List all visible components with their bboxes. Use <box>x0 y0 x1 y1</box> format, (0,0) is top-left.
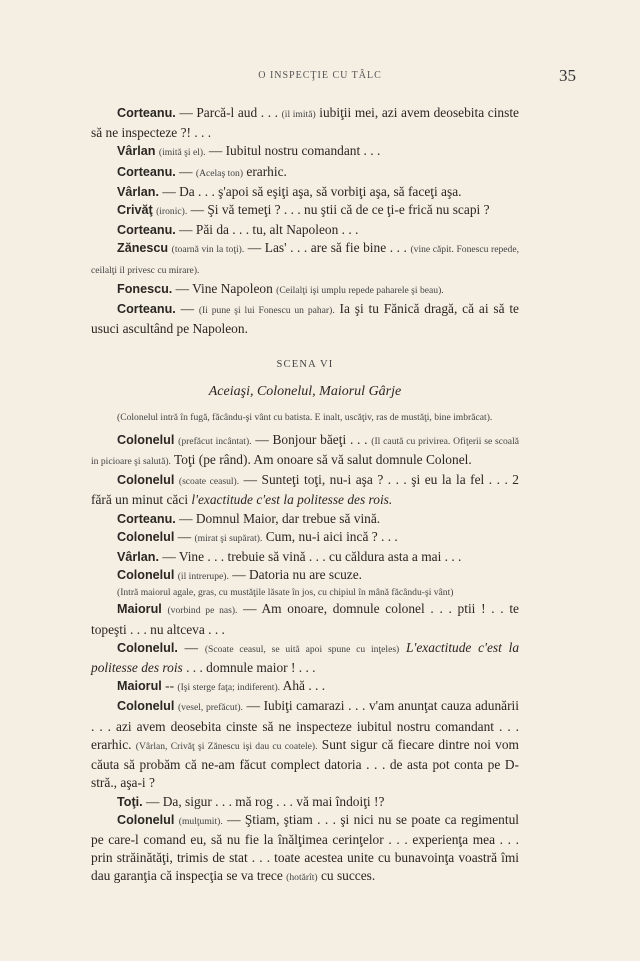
dialogue-line: Vârlan. — Vine . . . trebuie să vină . . . cu căldura asta a mai . . . <box>117 549 462 565</box>
dialogue-line: Colonelul — (mirat şi supărat). Cum, nu-i aici incă ? . . . <box>117 528 398 544</box>
dialogue-line: Corteanu. — (Ii pune şi lui Fonescu un pahar). Ia şi tu Fănică dragă, că ai să te usuci ascultând pe Napoleon. <box>91 301 519 337</box>
dialogue-line: Crivăţ (ironic). — Şi vă temeţi ? . . . nu ştii că de ce ţi-e frică nu scapi ? <box>117 202 490 218</box>
page-number: 35 <box>559 66 576 85</box>
dialogue-line: Fonescu. — Vine Napoleon (Ceilalţi işi umplu repede paharele şi beau). <box>117 280 444 296</box>
page-header <box>0 66 640 90</box>
dialogue-line: Corteanu. — Parcă-l aud . . . (il imită) iubiţii mei, azi avem deosebita cinste să ne inspecteze ?! . . . <box>91 105 519 141</box>
dialogue-line: Colonelul (prefăcut incântat). — Bonjour băeţi . . . (Il caută cu privirea. Ofiţerii se scoală in picioare şi salută). Toţi (pe rând). Am onoare să vă salut domnule Colonel. <box>91 431 519 468</box>
stage-direction: (Colonelul intră în fugă, făcându-şi vânt cu batista. E inalt, uscăţiv, ras de mustăţi, bine imbrăcat). <box>117 411 493 423</box>
scene-heading: SCENA VI <box>276 359 334 371</box>
dialogue-line: Colonelul (il intrerupe). — Datoria nu are scuze. <box>117 567 362 583</box>
dialogue-line: Maiorul (vorbind pe nas). — Am onoare, domnule colonel . . . ptii ! . . te topeşti . . . nu altceva . . . <box>91 601 519 637</box>
dialogue-line: Corteanu. — (Acelaş ton) erarhic. <box>117 163 287 179</box>
dialogue-line: Vârlan (imită şi el). — Iubitul nostru comandant . . . <box>117 143 381 159</box>
running-title: O INSPECŢIE CU TÂLC <box>258 70 382 81</box>
dialogue-line: Colonelul (scoate ceasul). — Sunteţi toţi, nu-i aşa ? . . . şi eu la la fel . . . 2 fără un minut căci l'exactitude c'est la politesse des rois. <box>91 472 519 508</box>
stage-direction: (Intră maiorul agale, gras, cu mustăţile lăsate în jos, cu chipiul în mână făcându-şi vânt) <box>117 587 454 599</box>
dialogue-line: Colonelul (vesel, prefăcut). — Iubiţi camarazi . . . v'am anunţat cauza adunării . . . azi avem deosebita cinste să ne inspecteze iubitul nostru comandant . . . erarhic. (Vârlan, Crivăţ şi Zănescu işi dau cu coatele). Sunt sigur că fiecare dintre noi vom căuta să probăm că ne-am făcut complect datoria . . . de asta pot conta pe D-stră., aşa-i ? <box>91 698 519 791</box>
dialogue-line: Maiorul -- (Işi sterge faţa; indiferent). Ahă . . . <box>117 678 326 694</box>
dialogue-line: Colonelul. — (Scoate ceasul, se uită apoi spune cu inţeles) L'exactitude c'est la politesse des rois . . . domnule maior ! . . . <box>91 639 520 676</box>
dialogue-line: Colonelul (mulţumit). — Ştiam, ştiam . . . şi nici nu se poate ca regimentul pe care-l comand eu, să nu fie la înălţimea cerinţelor . . . experienţa mea . . . prin străinătăţi, trimis de stat . . . toate acestea unite cu bunavoinţa voastră îmi dau garanţia că inspecţia se va trece (hotărît) cu succes. <box>91 811 519 884</box>
dialogue-line: Zănescu (toarnă vin la toţi). — Las' . . . are să fie bine . . . (vine căpit. Fonescu repede, ceilalţi il privesc cu mirare). <box>91 240 519 276</box>
dialogue-line: Corteanu. — Păi da . . . tu, alt Napoleon . . . <box>117 222 359 238</box>
text-body <box>91 104 519 888</box>
dialogue-line: Vârlan. — Da . . . ş'apoi să eşiţi aşa, să vorbiţi aşa, să faceţi aşa. <box>117 183 462 199</box>
scene-cast: Aceiaşi, Colonelul, Maiorul Gârje <box>208 383 402 399</box>
dialogue-line: Corteanu. — Domnul Maior, dar trebue să vină. <box>117 510 381 526</box>
dialogue-line: Toţi. — Da, sigur . . . mă rog . . . vă mai îndoiţi !? <box>117 793 385 809</box>
